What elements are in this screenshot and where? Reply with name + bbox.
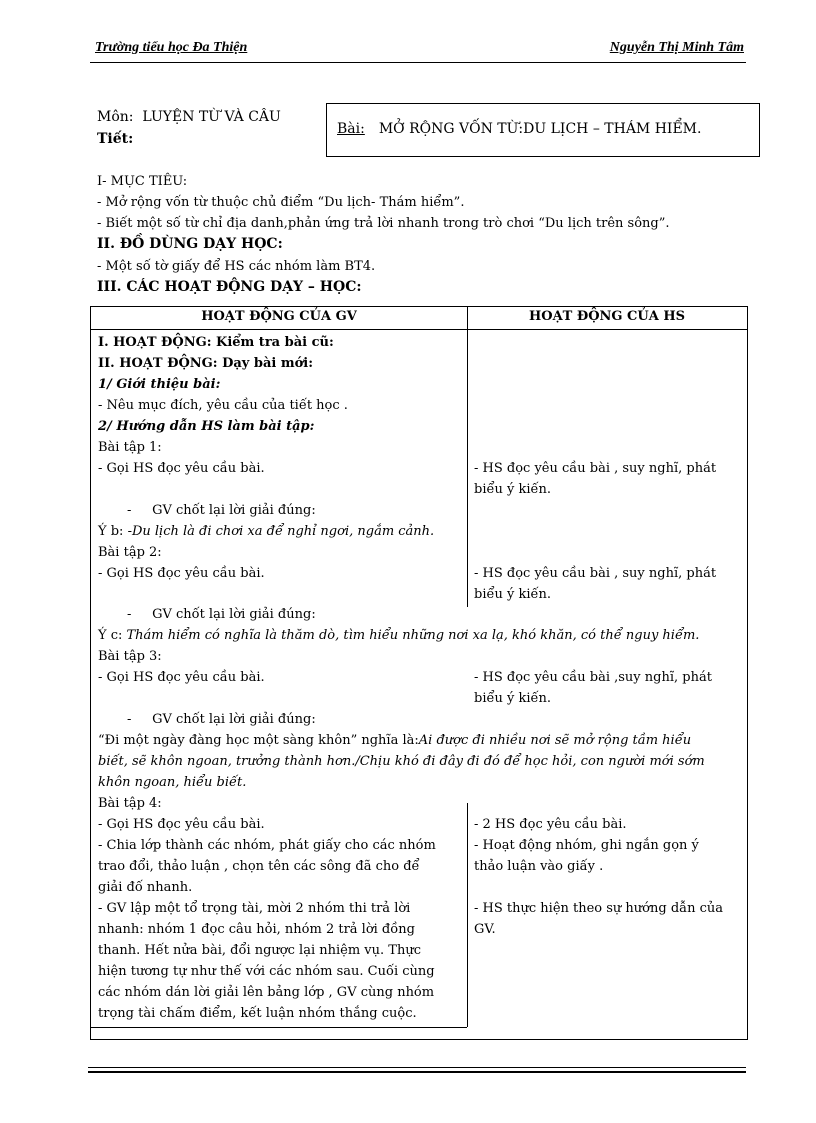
hs-ex2-2: biểu ý kiến.	[474, 587, 551, 602]
gv-ex2: Bài tập 2:	[98, 545, 162, 560]
gv-ex4-c5: các nhóm dán lời giải lên bảng lớp , GV cùng nhóm	[98, 985, 435, 1000]
gv-ex1-b: - GV chốt lại lời giải đúng:	[127, 503, 316, 518]
subject-block	[97, 106, 281, 150]
materials-heading: II. ĐỒ DÙNG DẠY HỌC:	[97, 236, 283, 252]
hs-ex4-1: - 2 HS đọc yêu cầu bài.	[474, 817, 627, 832]
gv-ex4-a: - Gọi HS đọc yêu cầu bài.	[98, 817, 265, 832]
gv-intro-text: - Nêu mục đích, yêu cầu của tiết học .	[98, 398, 348, 413]
gv-ex4: Bài tập 4:	[98, 796, 162, 811]
col-header-gv: HOẠT ĐỘNG CỦA GV	[201, 309, 357, 324]
gv-ex4-c3: thanh. Hết nửa bài, đổi ngược lại nhiệm vụ. Thực	[98, 943, 421, 958]
hs-ex3-1: - HS đọc yêu cầu bài ,suy nghĩ, phát	[474, 670, 712, 685]
footer-rule	[88, 1067, 746, 1068]
hs-ex1-1: - HS đọc yêu cầu bài , suy nghĩ, phát	[474, 461, 717, 476]
gv-ex2-b: - GV chốt lại lời giải đúng:	[127, 607, 316, 622]
column-divider	[467, 307, 468, 607]
col-header-hs: HOẠT ĐỘNG CỦA HS	[528, 309, 686, 324]
hs-ex1-2: biểu ý kiến.	[474, 482, 551, 497]
subject: LUYỆN TỪ VÀ CÂU	[142, 109, 281, 125]
gv-ex4-b3: giải đố nhanh.	[98, 880, 193, 895]
column-divider	[467, 803, 468, 1027]
gv-ex4-b2: trao đổi, thảo luận , chọn tên các sông đã cho để	[98, 859, 420, 874]
gv-ex3-c1: “Đi một ngày đàng học một sàng khôn” nghĩa là:Ai được đi nhiều nơi sẽ mở rộng tầm hiểu	[98, 733, 692, 748]
gv-ex4-c2: nhanh: nhóm 1 đọc câu hỏi, nhóm 2 trả lời đồng	[98, 922, 415, 937]
hs-ex2-1: - HS đọc yêu cầu bài , suy nghĩ, phát	[474, 566, 717, 581]
gv-ex3: Bài tập 3:	[98, 649, 162, 664]
material-item: - Một số tờ giấy để HS các nhóm làm BT4.	[97, 259, 376, 274]
gv-ex4-c1: - GV lập một tổ trọng tài, mời 2 nhóm thi trả lời	[98, 901, 411, 916]
row-divider	[91, 1027, 467, 1028]
gv-ex1: Bài tập 1:	[98, 440, 162, 455]
hs-ex4-3: thảo luận vào giấy .	[474, 859, 604, 874]
gv-intro: 1/ Giới thiệu bài:	[98, 377, 221, 392]
header-divider	[91, 329, 747, 330]
school-name: Trường tiểu học Đa Thiện	[95, 40, 248, 55]
footer-rule-thick	[88, 1071, 746, 1073]
hs-ex4-5: GV.	[474, 922, 496, 937]
subject-label: Môn:	[97, 109, 134, 125]
activities-table	[90, 306, 748, 1040]
lesson-title: MỞ RỘNG VỐN TỪ:DU LỊCH – THÁM HIỂM.	[378, 121, 702, 137]
objective-item: - Mở rộng vốn từ thuộc chủ điểm “Du lịch- Thám hiểm”.	[97, 195, 465, 210]
gv-act2: II. HOẠT ĐỘNG: Dạy bài mới:	[98, 356, 314, 371]
teacher-name: Nguyễn Thị Minh Tâm	[609, 40, 744, 55]
gv-ex3-a: - Gọi HS đọc yêu cầu bài.	[98, 670, 265, 685]
lesson-title-box	[326, 103, 760, 157]
gv-ex2-a: - Gọi HS đọc yêu cầu bài.	[98, 566, 265, 581]
lesson-title-label: Bài:	[337, 121, 365, 137]
hs-ex4-2: - Hoạt động nhóm, ghi ngắn gọn ý	[474, 838, 699, 853]
gv-ex4-b1: - Chia lớp thành các nhóm, phát giấy cho các nhóm	[98, 838, 436, 853]
hs-ex4-4: - HS thực hiện theo sự hướng dẫn của	[474, 901, 724, 916]
hs-ex3-2: biểu ý kiến.	[474, 691, 551, 706]
gv-ex1-c: Ý b: -Du lịch là đi chơi xa để nghỉ ngơi, ngắm cảnh.	[98, 524, 435, 539]
activities-heading: III. CÁC HOẠT ĐỘNG DẠY – HỌC:	[97, 279, 362, 295]
period-label: Tiết:	[97, 131, 134, 147]
header-rule	[90, 62, 746, 63]
gv-ex3-c2: biết, sẽ khôn ngoan, trưởng thành hơn./Chịu khó đi đây đi đó để học hỏi, con người mới sớm	[98, 754, 705, 769]
gv-ex4-c6: trọng tài chấm điểm, kết luận nhóm thắng cuộc.	[98, 1006, 417, 1021]
gv-ex1-a: - Gọi HS đọc yêu cầu bài.	[98, 461, 265, 476]
gv-guide: 2/ Hướng dẫn HS làm bài tập:	[98, 419, 315, 434]
objectives-heading: I- MỤC TIÊU:	[97, 174, 188, 189]
gv-ex4-c4: hiện tương tự như thế với các nhóm sau. Cuối cùng	[98, 964, 435, 979]
gv-ex3-c3: khôn ngoan, hiểu biết.	[98, 775, 247, 790]
gv-act1: I. HOẠT ĐỘNG: Kiểm tra bài cũ:	[98, 335, 334, 350]
gv-ex2-c: Ý c: Thám hiểm có nghĩa là thăm dò, tìm hiểu những nơi xa lạ, khó khăn, có thể nguy hiểm.	[98, 628, 700, 643]
gv-ex3-b: - GV chốt lại lời giải đúng:	[127, 712, 316, 727]
objective-item: - Biết một số từ chỉ địa danh,phản ứng trả lời nhanh trong trò chơi “Du lịch trên sông”.	[97, 216, 670, 231]
